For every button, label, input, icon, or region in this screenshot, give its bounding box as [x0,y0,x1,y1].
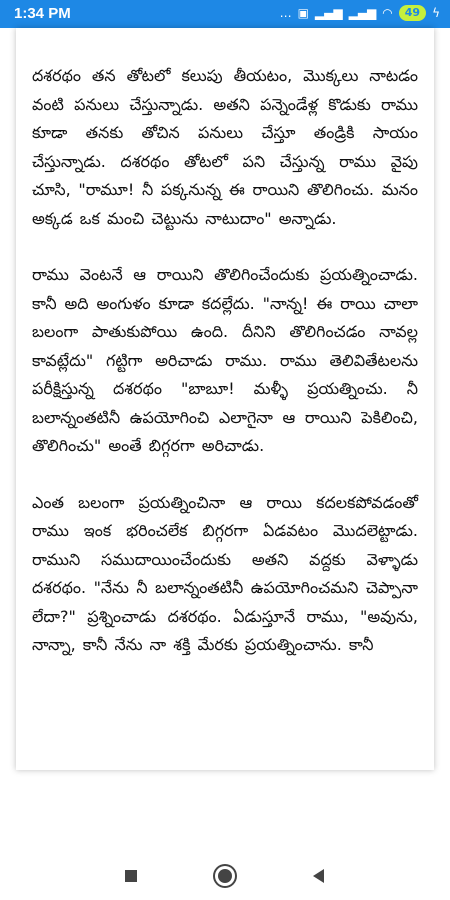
message-icon: … [279,6,292,20]
signal-icon: ▂▄▆ [348,6,377,20]
paragraph: ఎంత బలంగా ప్రయత్నించినా ఆ రాయి కదలకపోవడంతో రాము ఇంక భరించలేక బిగ్గరగా ఏడవటం మొదలెట్టాడు. రాముని సముదాయించేందుకు అతని వద్దకు వెళ్ళాడు దశరథం. "నేను నీ బలాన్నంతటినీ ఉపయోగించమని చెప్పానా లేదా?" ప్రశ్నించాడు దశరథం. ఏడుస్తూనే రాము, "అవును, నాన్నా, కానీ నేను నా శక్తి మేరకు ప్రయత్నించాను. కానీ [32,492,418,654]
battery-icon: 49 [399,5,426,21]
back-button[interactable] [306,864,330,888]
charging-icon: ϟ [432,6,440,20]
navigation-bar [0,848,450,900]
status-time: 1:34 PM [14,5,71,22]
wifi-icon: ◠ [382,6,393,20]
status-icons [280,5,440,21]
recents-button[interactable] [119,864,143,888]
back-triangle-icon [313,869,324,883]
reader-page[interactable] [16,28,434,770]
paragraph: దశరథం తన తోటలో కలుపు తీయటం, మొక్కలు నాటడం వంటి పనులు చేస్తున్నాడు. అతని పన్నెండేళ్ల కొడుకు రాము కూడా తనకు తోచిన పనులు చేస్తూ తండ్రికి సాయం చేస్తున్నాడు. దశరథం తోటలో పని చేస్తున్న రాము వైపు చూసి, "రామూ! నీ పక్కనున్న ఈ రాయిని తొలిగించు. మనం అక్కడ ఒక మంచి చెట్టును నాటుదాం" అన్నాడు. [32,66,418,228]
home-button[interactable] [213,864,237,888]
image-icon: ▣ [297,6,309,20]
status-bar [0,0,450,28]
paragraph: రాము వెంటనే ఆ రాయిని తొలిగించేందుకు ప్రయత్నించాడు. కానీ అది అంగుళం కూడా కదల్లేదు. "నాన్న! ఈ రాయి చాలా బలంగా పాతుకుపోయి ఉంది. దీనిని తొలిగించడం నావల్ల కావట్లేదు" గట్టిగా అరిచాడు రాము. రాము తెలివితేటలను పరీక్షిస్తున్న దశరథం "బాబూ! మళ్ళీ ప్రయత్నించు. నీ బలాన్నంతటినీ ఉపయోగించి ఎలాగైనా ఆ రాయిని పెకిలించి, తొలిగించు" అంతే బిగ్గరగా అరిచాడు. [32,265,418,455]
story-text [32,62,418,688]
signal-icon: ▂▄▆ [314,6,343,20]
square-icon [125,870,137,882]
circle-icon [218,869,232,883]
